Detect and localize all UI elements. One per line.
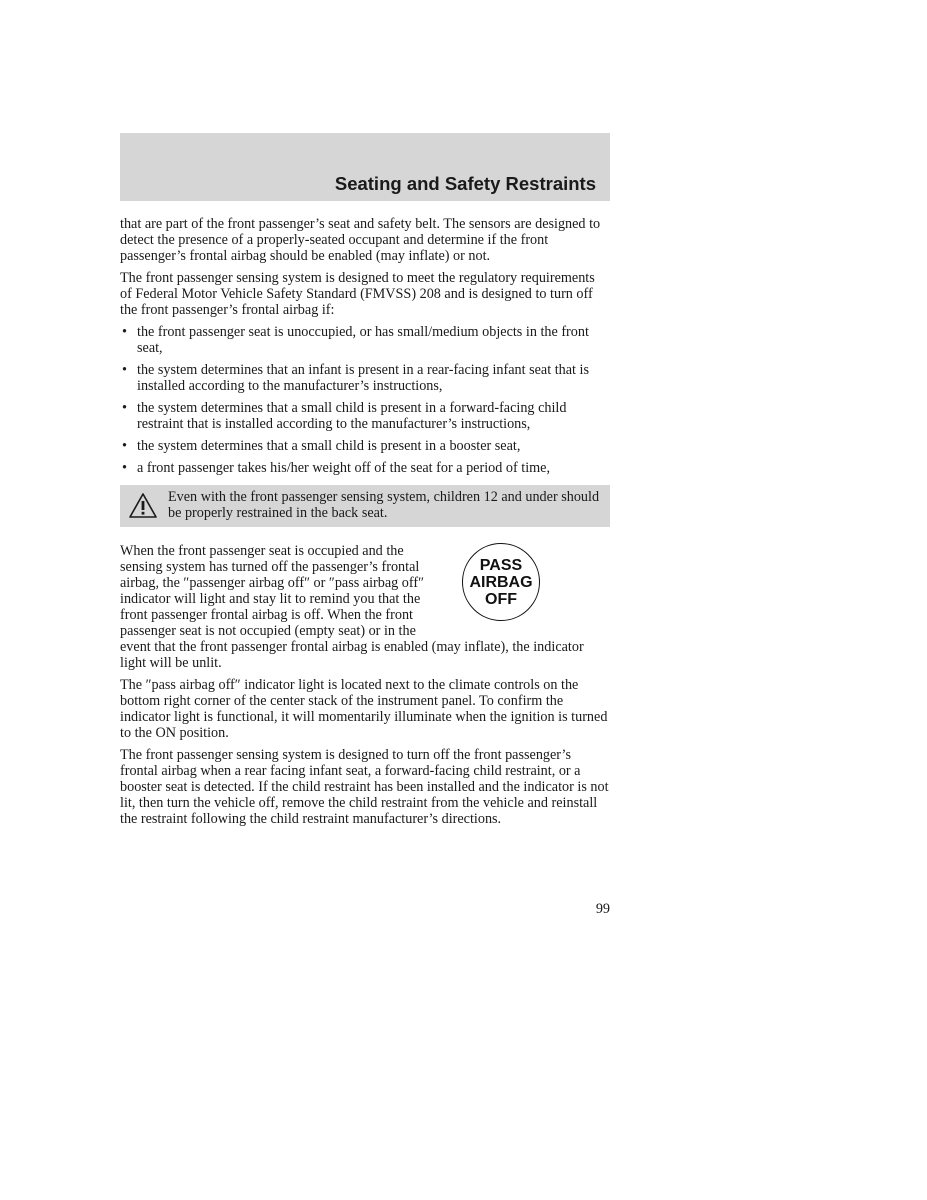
list-item-text: a front passenger takes his/her weight off of the seat for a period of time, — [137, 460, 551, 476]
section-title: Seating and Safety Restraints — [334, 173, 596, 194]
indicator-line-1: PASS — [479, 556, 523, 574]
list-item — [120, 460, 610, 476]
bullet-glyph: • — [122, 324, 127, 340]
list-item-text: the system determines that an infant is present in a rear-facing infant seat that is installed according to the manufacturer’s instructions, — [137, 362, 589, 394]
list-item — [120, 324, 610, 356]
page-number: 99 — [595, 901, 610, 917]
indicator-section — [120, 543, 610, 671]
list-item — [120, 438, 610, 454]
bullet-glyph: • — [122, 362, 127, 378]
paragraph-indicator: When the front passenger seat is occupied and the sensing system has turned off the passenger’s frontal airbag, the ″passenger airbag off″ or ″pass airbag off″ indicator will light and stay lit to remind you that the front passenger frontal airbag is off. When the front passenger seat is not occupied (empty seat) or in the event that the front passenger frontal airbag is enabled (may inflate), the indicator light will be unlit. — [120, 543, 584, 671]
bullet-glyph: • — [122, 438, 127, 454]
warning-triangle-icon — [128, 492, 158, 523]
list-item-text: the system determines that a small child is present in a booster seat, — [137, 438, 521, 454]
indicator-line-3: OFF — [485, 590, 517, 608]
list-item — [120, 362, 610, 394]
paragraph-fmvss: The front passenger sensing system is designed to meet the regulatory requirements of Federal Motor Vehicle Safety Standard (FMVSS) 208 and is designed to turn off the front passenger’s frontal airbag if: — [120, 270, 595, 318]
warning-text: Even with the front passenger sensing system, children 12 and under should be properly restrained in the back seat. — [168, 489, 600, 521]
list-item-text: the system determines that a small child is present in a forward-facing child restraint that is installed according to the manufacturer’s instructions, — [137, 400, 567, 432]
bullet-glyph: • — [122, 400, 127, 416]
pass-airbag-off-indicator-icon — [462, 543, 540, 621]
page-content — [120, 216, 610, 833]
list-item — [120, 400, 610, 432]
section-header — [120, 133, 610, 201]
conditions-list — [120, 324, 610, 476]
paragraph-indicator-location: The ″pass airbag off″ indicator light is located next to the climate controls on the bottom right corner of the center stack of the instrument panel. To confirm the indicator light is functional, it will momentarily illuminate when the ignition is turned to the ON position. — [120, 677, 608, 741]
paragraph-sensors: that are part of the front passenger’s seat and safety belt. The sensors are designed to detect the presence of a properly-seated occupant and determine if the front passenger’s frontal airbag should be enabled (may inflate) or not. — [120, 216, 601, 264]
list-item-text: the front passenger seat is unoccupied, or has small/medium objects in the front seat, — [137, 324, 589, 356]
warning-box — [120, 485, 610, 527]
paragraph-child-restraint: The front passenger sensing system is designed to turn off the front passenger’s frontal airbag when a rear facing infant seat, a forward-facing child restraint, or a booster seat is detected. If the child restraint has been installed and the indicator is not lit, then turn the vehicle off, remove the child restraint from the vehicle and reinstall the restraint following the child restraint manufacturer’s directions. — [120, 747, 609, 827]
bullet-glyph: • — [122, 460, 127, 476]
indicator-line-2: AIRBAG — [469, 573, 533, 591]
